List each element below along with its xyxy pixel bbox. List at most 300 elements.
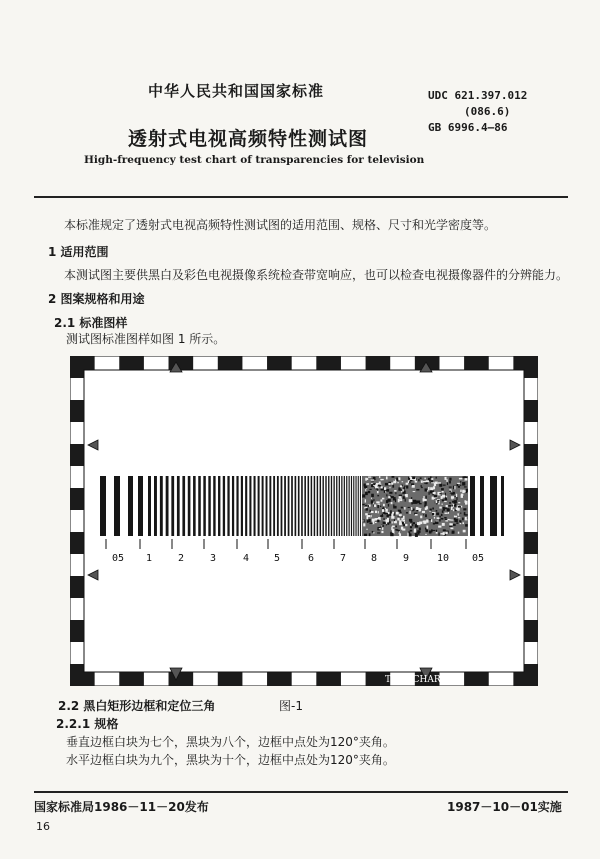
noise-speck: [453, 509, 454, 511]
bar: [203, 476, 205, 536]
noise-speck: [399, 522, 402, 525]
noise-speck: [380, 499, 382, 501]
bar: [198, 476, 201, 536]
noise-speck: [422, 511, 425, 513]
noise-speck: [382, 498, 384, 500]
noise-speck: [409, 481, 411, 483]
noise-speck: [465, 517, 467, 519]
bar: [213, 476, 215, 536]
section-2-2-1-line-2: 水平边框白块为九个，黑块为十个，边框中点处为120°夹角。: [66, 753, 395, 767]
noise-speck: [421, 485, 422, 487]
bar: [304, 476, 306, 536]
bar: [328, 476, 329, 536]
bar: [336, 476, 337, 536]
frame-block-top: [366, 356, 391, 370]
noise-speck: [400, 485, 402, 487]
bar: [341, 476, 342, 536]
bar: [349, 476, 350, 536]
noise-speck: [366, 529, 367, 530]
frame-block-right: [524, 532, 538, 554]
noise-speck: [409, 533, 412, 536]
noise-speck: [369, 489, 371, 490]
noise-speck: [458, 517, 460, 518]
noise-speck: [386, 524, 387, 525]
noise-speck: [436, 510, 438, 511]
noise-speck: [444, 477, 446, 480]
noise-speck: [391, 516, 394, 519]
noise-speck: [366, 478, 368, 480]
noise-speck: [435, 521, 438, 524]
noise-speck: [453, 524, 456, 526]
noise-speck: [362, 504, 364, 505]
noise-speck: [385, 509, 387, 512]
noise-speck: [449, 481, 451, 484]
noise-speck: [376, 501, 379, 503]
bar: [322, 476, 323, 536]
noise-speck: [382, 527, 384, 530]
frame-block-bottom: [316, 672, 341, 686]
noise-speck: [412, 477, 415, 479]
standard-label: 中华人民共和国国家标准: [148, 82, 325, 100]
noise-speck: [465, 514, 468, 515]
noise-speck: [438, 532, 439, 535]
noise-speck: [382, 509, 384, 512]
section-1-heading: 1 适用范围: [48, 245, 109, 259]
noise-speck: [426, 519, 428, 522]
noise-speck: [426, 506, 428, 509]
noise-speck: [411, 497, 412, 499]
noise-speck: [464, 478, 467, 480]
noise-speck: [443, 485, 446, 486]
noise-speck: [452, 504, 453, 506]
noise-speck: [377, 505, 378, 508]
bar: [182, 476, 185, 536]
noise-speck: [448, 505, 451, 507]
noise-speck: [393, 481, 396, 484]
bar: [353, 476, 354, 536]
noise-speck: [368, 519, 370, 522]
resolution-noise: [362, 476, 468, 537]
noise-speck: [396, 529, 398, 530]
noise-speck: [463, 508, 466, 510]
noise-speck: [441, 488, 444, 490]
noise-speck: [406, 512, 408, 513]
bar: [269, 476, 271, 536]
noise-speck: [365, 492, 368, 495]
noise-speck: [452, 531, 455, 533]
bar: [177, 476, 180, 536]
frame-block-left: [70, 664, 84, 686]
noise-speck: [404, 487, 405, 489]
frame-block-top: [218, 356, 243, 370]
bar: [291, 476, 293, 536]
noise-speck: [415, 481, 417, 483]
noise-speck: [406, 486, 408, 489]
noise-speck: [418, 479, 419, 481]
noise-speck: [456, 507, 458, 509]
noise-speck: [436, 530, 437, 532]
noise-speck: [393, 497, 396, 500]
noise-speck: [449, 502, 451, 504]
noise-speck: [446, 479, 447, 482]
bar: [273, 476, 275, 536]
noise-speck: [438, 526, 441, 528]
bar: [100, 476, 106, 536]
noise-speck: [413, 503, 416, 504]
frame-block-right: [524, 664, 538, 686]
noise-speck: [437, 492, 439, 495]
noise-speck: [420, 516, 422, 519]
frame-block-top: [316, 356, 341, 370]
noise-speck: [449, 523, 452, 525]
noise-speck: [386, 489, 389, 492]
scale-label: 10: [437, 553, 450, 564]
scale-label: 9: [403, 553, 410, 564]
figure-caption: 图-1: [279, 699, 303, 713]
noise-speck: [454, 515, 457, 517]
frame-block-right: [524, 620, 538, 642]
noise-speck: [401, 527, 403, 530]
frame-block-right: [524, 488, 538, 510]
scale-label: 7: [340, 553, 347, 564]
noise-speck: [387, 523, 389, 525]
udc-line-1: UDC 621.397.012: [428, 89, 528, 102]
frame-block-left: [70, 532, 84, 554]
frame-block-left: [70, 444, 84, 466]
noise-speck: [454, 519, 457, 522]
noise-speck: [451, 493, 454, 495]
noise-speck: [415, 534, 418, 537]
bar: [208, 476, 210, 536]
noise-speck: [382, 514, 383, 517]
noise-speck: [363, 519, 364, 522]
noise-speck: [369, 523, 372, 524]
noise-speck: [432, 508, 434, 510]
bar: [160, 476, 163, 536]
frame-block-left: [70, 488, 84, 510]
noise-speck: [372, 519, 375, 522]
frame-block-top: [119, 356, 144, 370]
noise-speck: [449, 478, 451, 481]
noise-speck: [465, 524, 468, 527]
noise-speck: [442, 523, 445, 526]
noise-speck: [440, 533, 443, 534]
noise-speck: [370, 510, 371, 513]
noise-speck: [409, 501, 411, 502]
noise-speck: [423, 514, 424, 515]
noise-speck: [410, 480, 412, 481]
noise-speck: [415, 514, 418, 516]
noise-speck: [442, 491, 444, 493]
noise-speck: [394, 490, 396, 492]
noise-speck: [442, 504, 443, 505]
noise-speck: [448, 512, 449, 514]
bar: [480, 476, 484, 536]
scale-label: 8: [371, 553, 378, 564]
noise-speck: [377, 495, 379, 496]
noise-speck: [441, 514, 443, 516]
noise-speck: [412, 510, 413, 511]
noise-speck: [415, 500, 418, 503]
noise-speck: [424, 501, 426, 504]
noise-speck: [379, 481, 381, 483]
noise-speck: [397, 516, 400, 517]
bar: [266, 476, 268, 536]
noise-speck: [386, 476, 388, 479]
noise-speck: [371, 498, 372, 499]
bar: [301, 476, 303, 536]
noise-speck: [373, 477, 376, 480]
bar: [325, 476, 326, 536]
noise-speck: [449, 491, 451, 492]
noise-speck: [428, 492, 429, 495]
noise-speck: [393, 506, 396, 509]
noise-speck: [369, 533, 371, 536]
bar: [241, 476, 243, 536]
noise-speck: [456, 522, 458, 523]
noise-speck: [379, 476, 380, 478]
noise-speck: [425, 534, 426, 535]
noise-speck: [411, 502, 412, 504]
noise-speck: [418, 532, 420, 534]
scale-label: 4: [243, 553, 250, 564]
noise-speck: [424, 499, 427, 501]
noise-speck: [460, 512, 461, 513]
bar: [351, 476, 352, 536]
noise-speck: [368, 505, 369, 507]
noise-speck: [449, 487, 452, 488]
bar: [254, 476, 256, 536]
noise-speck: [462, 490, 465, 492]
noise-speck: [392, 521, 393, 523]
noise-speck: [411, 507, 412, 510]
header-rule: [34, 196, 568, 198]
noise-speck: [392, 485, 394, 488]
noise-speck: [391, 502, 393, 504]
noise-speck: [458, 502, 460, 503]
bar: [344, 476, 345, 536]
noise-speck: [384, 487, 386, 490]
noise-speck: [424, 478, 425, 480]
intro-paragraph: 本标准规定了透射式电视高频特性测试图的适用范围、规格、尺寸和光学密度等。: [64, 218, 497, 232]
noise-speck: [371, 503, 372, 505]
noise-speck: [377, 532, 380, 533]
noise-speck: [375, 511, 377, 513]
noise-speck: [431, 519, 432, 522]
noise-speck: [407, 533, 408, 536]
noise-speck: [404, 507, 405, 509]
noise-speck: [416, 509, 419, 510]
bar: [311, 476, 313, 536]
bar: [148, 476, 151, 536]
noise-speck: [392, 512, 394, 514]
noise-speck: [375, 487, 378, 489]
noise-speck: [462, 482, 465, 485]
noise-speck: [460, 485, 462, 486]
noise-speck: [412, 485, 415, 488]
noise-speck: [404, 522, 405, 524]
noise-speck: [396, 478, 398, 481]
noise-speck: [447, 482, 448, 485]
noise-speck: [385, 513, 388, 515]
bar: [128, 476, 133, 536]
noise-speck: [464, 512, 466, 515]
noise-speck: [383, 521, 386, 524]
bar: [227, 476, 229, 536]
frame-block-bottom: [464, 672, 489, 686]
noise-speck: [414, 530, 416, 532]
noise-speck: [426, 480, 429, 482]
noise-speck: [442, 499, 445, 501]
bar: [288, 476, 290, 536]
noise-speck: [371, 479, 374, 480]
bar: [236, 476, 238, 536]
gb-number: GB 6996.4—86: [428, 121, 508, 134]
noise-speck: [409, 476, 411, 478]
noise-speck: [459, 520, 461, 522]
noise-speck: [371, 483, 373, 484]
noise-speck: [403, 524, 405, 526]
noise-speck: [379, 528, 381, 529]
udc-block: [428, 88, 527, 136]
noise-speck: [437, 517, 440, 519]
section-2-heading: 2 图案规格和用途: [48, 292, 145, 306]
noise-speck: [419, 508, 422, 511]
noise-speck: [419, 527, 421, 530]
noise-speck: [456, 497, 457, 500]
bar: [245, 476, 247, 536]
noise-speck: [439, 507, 442, 509]
noise-speck: [425, 514, 427, 517]
noise-speck: [405, 524, 407, 526]
noise-speck: [403, 520, 405, 522]
noise-speck: [429, 530, 432, 533]
noise-speck: [413, 522, 415, 524]
noise-speck: [456, 494, 457, 497]
noise-speck: [462, 522, 464, 524]
noise-speck: [432, 530, 435, 531]
noise-speck: [457, 483, 460, 484]
noise-speck: [443, 507, 445, 510]
noise-speck: [378, 511, 379, 513]
noise-speck: [432, 513, 434, 515]
noise-speck: [434, 495, 437, 497]
noise-speck: [377, 520, 378, 523]
noise-speck: [426, 530, 429, 533]
bar: [262, 476, 264, 536]
bar: [298, 476, 300, 536]
noise-speck: [384, 518, 385, 520]
section-2-2-1-heading: 2.2.1 规格: [56, 717, 119, 731]
noise-speck: [445, 532, 447, 534]
bar: [346, 476, 347, 536]
noise-speck: [436, 500, 438, 503]
noise-speck: [458, 532, 459, 534]
noise-speck: [389, 492, 392, 494]
noise-speck: [428, 519, 431, 520]
noise-speck: [413, 491, 416, 492]
noise-speck: [452, 498, 453, 500]
noise-speck: [460, 523, 462, 524]
bar: [277, 476, 279, 536]
noise-speck: [409, 519, 412, 522]
noise-speck: [388, 483, 390, 485]
bar: [490, 476, 497, 536]
noise-speck: [442, 495, 445, 498]
noise-speck: [430, 509, 432, 511]
noise-speck: [461, 495, 463, 498]
noise-speck: [386, 500, 388, 503]
frame-block-top: [464, 356, 489, 370]
noise-speck: [397, 518, 399, 521]
noise-speck: [446, 505, 448, 507]
noise-speck: [425, 496, 426, 499]
noise-speck: [444, 517, 446, 518]
frame-block-left: [70, 620, 84, 642]
noise-speck: [372, 531, 374, 533]
noise-speck: [392, 476, 395, 478]
noise-speck: [367, 520, 368, 522]
noise-speck: [378, 485, 379, 486]
footer-rule: [34, 791, 568, 793]
noise-speck: [381, 525, 382, 526]
noise-speck: [395, 526, 396, 528]
noise-speck: [458, 506, 461, 507]
noise-speck: [462, 518, 464, 521]
noise-speck: [447, 508, 449, 510]
noise-speck: [420, 477, 422, 479]
noise-speck: [401, 498, 402, 501]
noise-speck: [433, 486, 435, 489]
noise-speck: [388, 504, 389, 507]
issue-date: 国家标准局1986－11－20发布: [34, 800, 209, 814]
bar: [166, 476, 169, 536]
noise-speck: [406, 483, 409, 485]
bar: [138, 476, 143, 536]
noise-speck: [410, 524, 411, 526]
noise-speck: [403, 496, 405, 499]
noise-speck: [362, 494, 365, 497]
bar: [232, 476, 234, 536]
scale-label: 3: [210, 553, 217, 564]
noise-speck: [450, 528, 453, 530]
noise-speck: [383, 504, 385, 506]
noise-speck: [442, 510, 444, 512]
frame-block-right: [524, 400, 538, 422]
noise-speck: [402, 489, 403, 491]
noise-speck: [366, 483, 369, 485]
noise-speck: [428, 487, 430, 490]
noise-speck: [456, 484, 458, 486]
noise-speck: [409, 511, 410, 514]
section-2-1-text: 测试图标准图样如图 1 所示。: [66, 332, 226, 346]
frame-block-right: [524, 576, 538, 598]
noise-speck: [434, 517, 435, 519]
frame-block-left: [70, 400, 84, 422]
noise-speck: [464, 500, 465, 503]
noise-speck: [374, 504, 376, 507]
noise-speck: [464, 486, 467, 487]
noise-speck: [405, 498, 406, 501]
bar: [333, 476, 334, 536]
bar: [193, 476, 196, 536]
scale-label: 05: [112, 553, 125, 564]
noise-speck: [435, 482, 438, 484]
bar: [218, 476, 220, 536]
noise-speck: [439, 516, 440, 518]
noise-speck: [441, 518, 444, 519]
title-english: High-frequency test chart of transparencies for television: [84, 154, 425, 166]
